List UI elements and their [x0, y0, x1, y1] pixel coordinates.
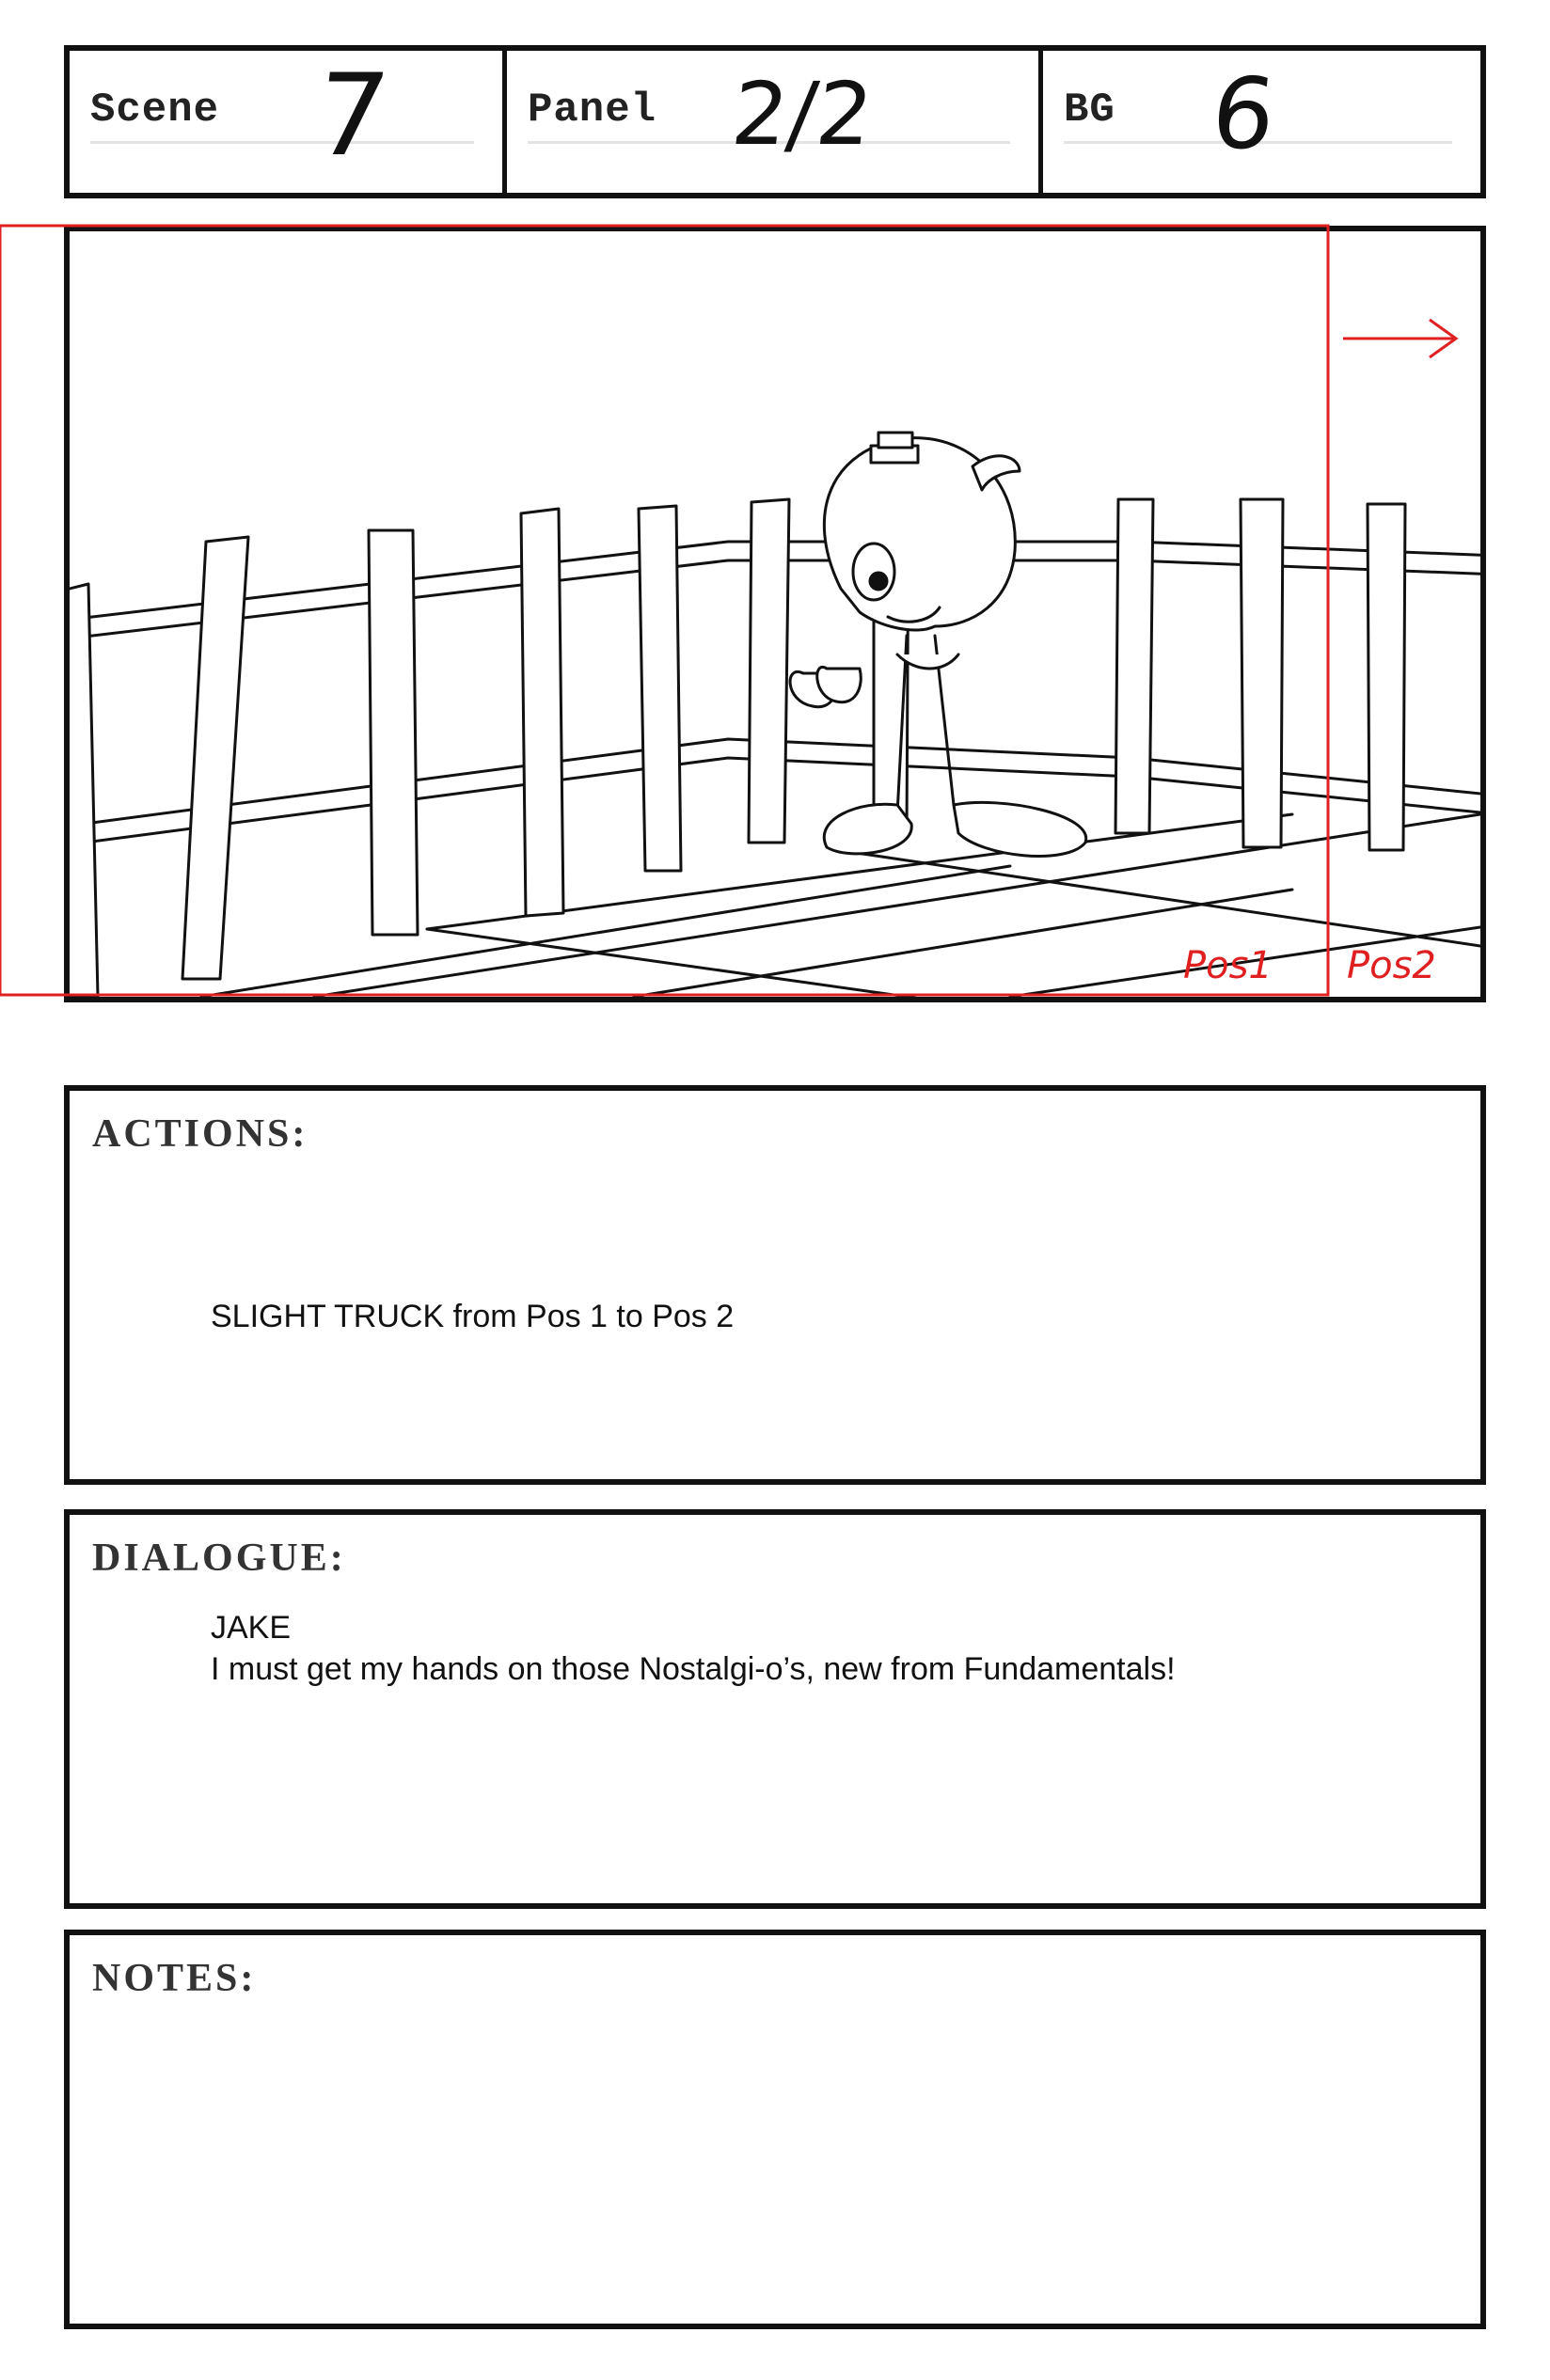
floor-line [201, 866, 1010, 997]
panel-sketch [70, 231, 1480, 997]
scene-cell [70, 51, 502, 193]
fence-picket [521, 509, 563, 916]
bg-number: 6 [1206, 56, 1281, 171]
fence-picket [369, 530, 418, 935]
fence-picket [182, 537, 248, 979]
panel-number: 2/2 [727, 64, 878, 165]
notes-label: NOTES: [92, 1957, 257, 2000]
bg-cell [1038, 51, 1480, 193]
dialogue-line: I must get my hands on those Nostalgi-o’s, new from Fundamentals! [211, 1651, 1176, 1687]
storyboard-header [64, 45, 1486, 198]
jake-character [790, 433, 1086, 856]
floor-line [1010, 927, 1480, 997]
scene-number: 7 [308, 51, 395, 181]
notes-section [64, 1930, 1486, 2329]
dialogue-speaker: JAKE [211, 1610, 292, 1646]
pos2-label: Pos2 [1347, 944, 1436, 987]
panel-label: Panel [528, 87, 657, 134]
fence-picket [1368, 504, 1405, 850]
fence-picket [1115, 499, 1153, 833]
floor-line [634, 890, 1292, 997]
fence-picket [70, 584, 98, 997]
actions-text: SLIGHT TRUCK from Pos 1 to Pos 2 [211, 1299, 735, 1334]
floor-line [427, 929, 1480, 997]
dialogue-label: DIALOGUE: [92, 1537, 346, 1580]
scene-label: Scene [90, 87, 220, 134]
fence-picket [639, 506, 681, 871]
fence-picket [1241, 499, 1283, 847]
panel-cell [502, 51, 1038, 193]
storyboard-panel-frame [64, 226, 1486, 1002]
dialogue-section [64, 1509, 1486, 1909]
scene-underline [90, 141, 474, 144]
actions-section [64, 1085, 1486, 1485]
pos1-label: Pos1 [1183, 944, 1273, 987]
fence-picket [749, 499, 789, 843]
bg-label: BG [1064, 87, 1115, 134]
actions-label: ACTIONS: [92, 1112, 308, 1156]
